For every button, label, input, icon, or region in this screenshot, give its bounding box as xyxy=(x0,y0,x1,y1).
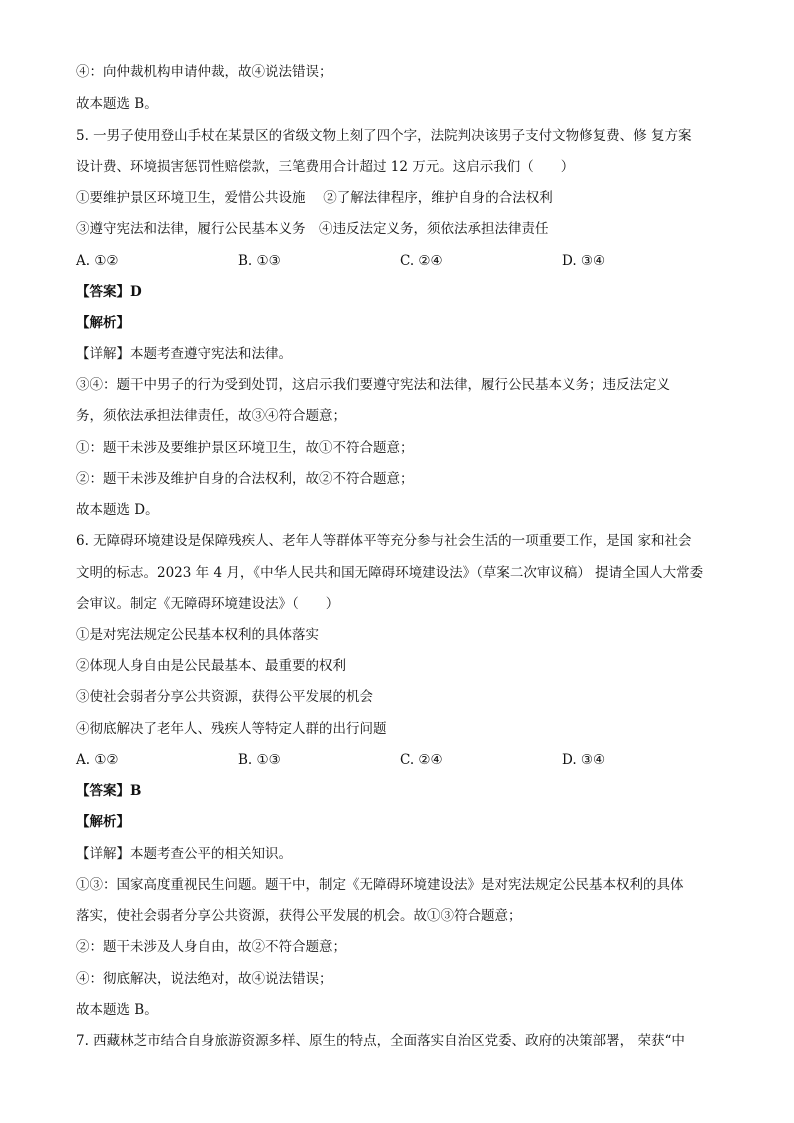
q6-stem-line-1: 6. 无障碍环境建设是保障残疾人、老年人等群体平等充分参与社会生活的一项重要工作，是国 家和社会 xyxy=(76,533,692,549)
q5-answer: 【答案】D xyxy=(76,284,142,300)
q5-explanation-line-3: ①：题干未涉及要维护景区环境卫生，故①不符合题意； xyxy=(76,440,414,456)
q6-detail: 【详解】本题考查公平的相关知识。 xyxy=(76,846,292,862)
q5-option-b: B. ①③ xyxy=(238,253,281,269)
q5-explanation-line-4: ②：题干未涉及维护自身的合法权利，故②不符合题意； xyxy=(76,471,414,487)
q5-items-line-2: ③遵守宪法和法律，履行公民基本义务 ④违反法定义务，须依法承担法律责任 xyxy=(76,221,549,237)
q4-explanation-line: ④：向仲裁机构申请仲裁，故④说法错误； xyxy=(76,64,333,80)
q5-stem-line-1: 5. 一男子使用登山手杖在某景区的省级文物上刻了四个字，法院判决该男子支付文物修复费、修 复方案 xyxy=(76,128,692,144)
q5-detail: 【详解】本题考查遵守宪法和法律。 xyxy=(76,346,292,362)
q5-analysis-heading: 【解析】 xyxy=(76,315,130,331)
q6-stem-line-3: 会审议。制定《无障碍环境建设法》（ ） xyxy=(76,596,340,612)
q5-option-c: C. ②④ xyxy=(400,253,443,269)
q6-analysis-heading: 【解析】 xyxy=(76,814,130,830)
q6-item-3: ③使社会弱者分享公共资源，获得公平发展的机会 xyxy=(76,689,373,705)
q5-explanation-line-2: 务，须依法承担法律责任，故③④符合题意； xyxy=(76,408,346,424)
q6-explanation-line-1: ①③：国家高度重视民生问题。题干中，制定《无障碍环境建设法》是对宪法规定公民基本权利的具体 xyxy=(76,877,684,893)
q6-item-4: ④彻底解决了老年人、残疾人等特定人群的出行问题 xyxy=(76,721,387,737)
q5-conclusion: 故本题选 D。 xyxy=(76,502,159,518)
q5-explanation-line-1: ③④：题干中男子的行为受到处罚，这启示我们要遵守宪法和法律，履行公民基本义务；违反法定义 xyxy=(76,377,670,393)
q6-option-c: C. ②④ xyxy=(400,752,443,768)
q6-explanation-line-3: ②：题干未涉及人身自由，故②不符合题意； xyxy=(76,939,346,955)
q6-option-b: B. ①③ xyxy=(238,752,281,768)
q6-item-1: ①是对宪法规定公民基本权利的具体落实 xyxy=(76,627,319,643)
q5-stem-line-2: 设计费、环境损害惩罚性赔偿款，三笔费用合计超过 12 万元。这启示我们（ ） xyxy=(76,159,575,175)
q6-answer: 【答案】B xyxy=(76,783,142,799)
q6-conclusion: 故本题选 B。 xyxy=(76,1002,158,1018)
q5-option-d: D. ③④ xyxy=(562,253,606,269)
q6-explanation-line-2: 落实，使社会弱者分享公共资源，获得公平发展的机会。故①③符合题意； xyxy=(76,908,522,924)
q6-option-d: D. ③④ xyxy=(562,752,606,768)
q6-explanation-line-4: ④：彻底解决，说法绝对，故④说法错误； xyxy=(76,971,333,987)
q6-option-a: A. ①② xyxy=(76,752,119,768)
q6-stem-line-2: 文明的标志。2023 年 4 月，《中华人民共和国无障碍环境建设法》（草案二次审议稿） 提请全国人大常委 xyxy=(76,565,704,581)
q5-option-a: A. ①② xyxy=(76,253,119,269)
q5-items-line-1: ①要维护景区环境卫生，爱惜公共设施 ②了解法律程序，维护自身的合法权利 xyxy=(76,190,553,206)
q4-conclusion: 故本题选 B。 xyxy=(76,96,158,112)
q6-item-2: ②体现人身自由是公民最基本、最重要的权利 xyxy=(76,658,346,674)
q7-stem-line-1: 7. 西藏林芝市结合自身旅游资源多样、原生的特点，全面落实自治区党委、政府的决策部署， 荣获“中 xyxy=(76,1033,685,1049)
